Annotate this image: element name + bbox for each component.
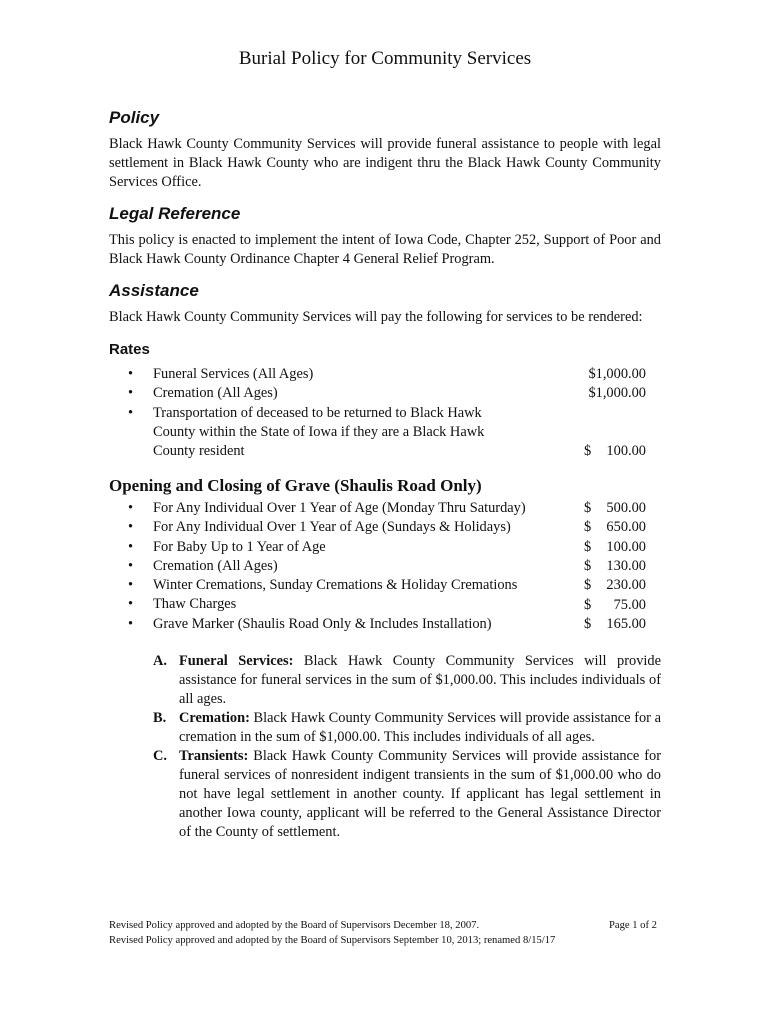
list-item [128,538,526,557]
rate-amount: $1,000.00 [588,385,646,401]
grave-amount: $ 100.00 [584,538,646,555]
rate-label: Cremation (All Ages) [153,385,278,402]
provision-letter: C. [153,748,167,764]
grave-item-label: For Any Individual Over 1 Year of Age (Monday Thru Saturday) [153,500,526,516]
list-item [128,384,484,403]
list-item [128,595,526,614]
list-item [128,557,526,576]
list-item [128,404,484,462]
provision-term: Cremation: [179,710,250,726]
grave-amount: $ 500.00 [584,500,646,516]
provision-term: Transients: [179,748,249,764]
page-number: Page 1 of 2 [609,920,657,931]
list-item [128,499,526,518]
policy-line-3: Services Office. [109,174,202,190]
provision-text: Black Hawk County Community Services will provide assistance for funeral services in the sum of $1,000.00. This includes individuals of all ages. [179,653,661,707]
provision-letter: B. [153,710,167,726]
policy-paragraph [109,135,661,192]
legal-reference-heading: Legal Reference [109,204,241,223]
policy-heading: Policy [109,108,160,127]
grave-heading: Opening and Closing of Grave (Shaulis Road Only) [109,476,482,495]
policy-line-1: Black Hawk County Community Services will provide funeral assistance to people with legal [109,136,661,152]
policy-line-2: settlement in Black Hawk County who are indigent thru the Black Hawk County Community [109,155,661,171]
grave-item-label: Thaw Charges [153,596,237,613]
provision-text: Black Hawk County Community Services will provide assistance for a cremation in the sum of $1,000.00. This includes individuals of all ages. [179,710,661,745]
provision-text: Black Hawk County Community Services will provide assistance for funeral services of nonresident indigent transients in the sum of $1,000.00 who do not have legal settlement in another county. If applicant has legal settlement in another Iowa county, applicant will be referred to the General Assistance Director of the County of settlement. [179,748,661,840]
grave-item-label: For Any Individual Over 1 Year of Age (Sundays & Holidays) [153,519,511,536]
list-item [128,518,526,537]
page-title: Burial Policy for Community Services [238,48,532,69]
legal-reference-line-2: Black Hawk County Ordinance Chapter 4 General Relief Program. [109,251,495,267]
rate-amount: $1,000.00 [588,366,646,382]
grave-amount: $ 75.00 [584,596,646,613]
grave-amount: $ 650.00 [584,519,646,536]
grave-item-label: Grave Marker (Shaulis Road Only & Includes Installation) [153,615,492,632]
grave-item-label: Winter Cremations, Sunday Cremations & Holiday Cremations [153,577,518,594]
list-item [128,576,526,595]
list-item [128,365,484,384]
rate-label: Funeral Services (All Ages) [153,366,314,382]
grave-amount: $ 130.00 [584,557,646,574]
provisions-list [153,652,661,842]
legal-reference-paragraph [109,231,661,269]
footer-line-1: Revised Policy approved and adopted by the Board of Supervisors December 18, 2007. [109,920,480,931]
footer-line-2: Revised Policy approved and adopted by the Board of Supervisors September 10, 2013; renamed 8/15/17 [109,935,556,946]
list-item [153,709,661,747]
grave-amount: $ 230.00 [584,577,646,594]
assistance-line: Black Hawk County Community Services will pay the following for services to be rendered: [109,309,643,325]
list-item [153,747,661,842]
assistance-heading: Assistance [109,281,199,300]
rate-label-line: Transportation of deceased to be returned to Black Hawk [153,404,482,421]
rates-heading: Rates [109,341,150,358]
assistance-paragraph [109,308,661,327]
legal-reference-line-1: This policy is enacted to implement the intent of Iowa Code, Chapter 252, Support of Poor and [109,232,661,248]
list-item [153,652,661,709]
grave-amount: $ 165.00 [584,615,646,632]
rate-label-line: County within the State of Iowa if they are a Black Hawk [153,423,485,440]
rates-list [128,365,484,461]
grave-item-label: For Baby Up to 1 Year of Age [153,538,326,555]
provision-letter: A. [153,653,167,669]
grave-list [128,499,526,634]
provision-term: Funeral Services: [179,653,294,669]
footer [109,918,555,948]
rate-amount: $ 100.00 [584,443,646,459]
grave-item-label: Cremation (All Ages) [153,557,278,574]
rate-label-line: County resident [153,443,245,460]
list-item [128,615,526,634]
